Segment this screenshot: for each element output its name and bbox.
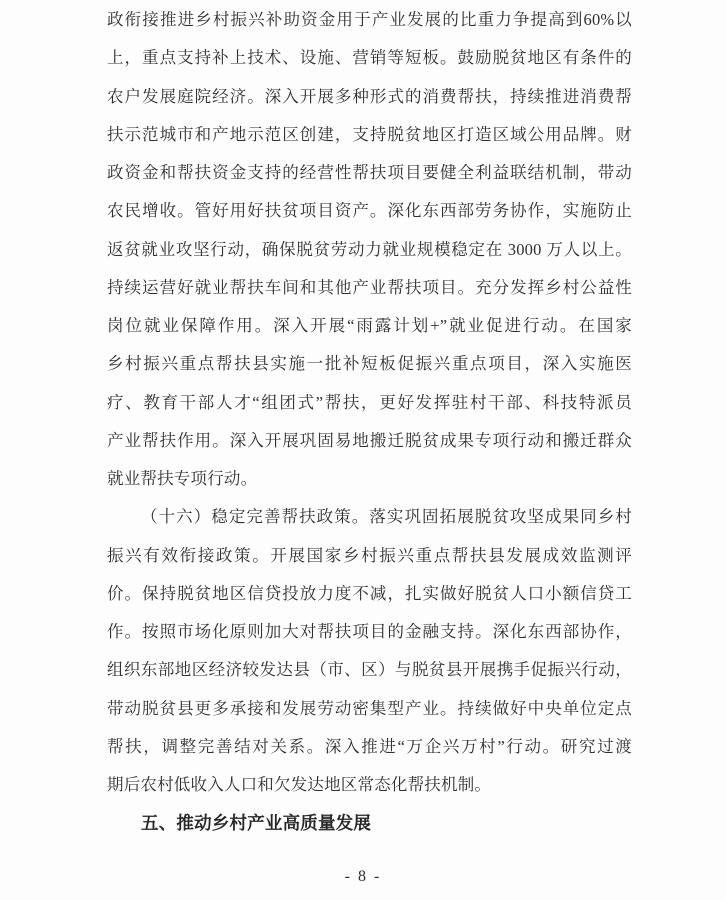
text-line: 疗、教育干部人才“组团式”帮扶，更好发挥驻村干部、科技特派员	[107, 392, 632, 412]
text-line: 乡村振兴重点帮扶县实施一批补短板促振兴重点项目，深入实施医	[107, 354, 632, 374]
text-line: 产业帮扶作用。深入开展巩固易地搬迁脱贫成果专项行动和搬迁群众	[107, 430, 632, 450]
page-number: - 8 -	[344, 868, 382, 885]
text-line: 持续运营好就业帮扶车间和其他产业帮扶项目。充分发挥乡村公益性	[107, 277, 632, 297]
text-line: 政衔接推进乡村振兴补助资金用于产业发展的比重力争提高到60%以	[107, 10, 632, 29]
text-line: 组织东部地区经济较发达县（市、区）与脱贫县开展携手促振兴行动，	[107, 660, 632, 680]
text-line: 扶示范城市和产地示范区创建，支持脱贫地区打造区域公用品牌。财	[107, 124, 632, 144]
text-line: 返贫就业攻坚行动，确保脱贫劳动力就业规模稳定在 3000 万人以上。	[107, 239, 632, 259]
text-line: 农民增收。管好用好扶贫项目资产。深化东西部劳务协作，实施防止	[107, 201, 632, 221]
section-heading: 五、推动乡村产业高质量发展	[141, 813, 372, 834]
text-line: 农户发展庭院经济。深入开展多种形式的消费帮扶，持续推进消费帮	[107, 86, 632, 106]
text-line: 振兴有效衔接政策。开展国家乡村振兴重点帮扶县发展成效监测评	[107, 545, 632, 565]
text-line: 带动脱贫县更多承接和发展劳动密集型产业。持续做好中央单位定点	[107, 698, 632, 718]
text-line: 期后农村低收入人口和欠发达地区常态化帮扶机制。	[107, 775, 492, 794]
text-line: 就业帮扶专项行动。	[107, 469, 258, 488]
text-line: 价。保持脱贫地区信贷投放力度不减，扎实做好脱贫人口小额信贷工	[107, 583, 632, 603]
text-line: 岗位就业保障作用。深入开展“雨露计划+”就业促进行动。在国家	[107, 316, 632, 335]
page-footer	[0, 868, 726, 886]
text-line: （十六）稳定完善帮扶政策。落实巩固拓展脱贫攻坚成果同乡村	[141, 507, 632, 527]
text-line: 帮扶，调整完善结对关系。深入推进“万企兴万村”行动。研究过渡	[107, 736, 632, 756]
text-line: 政资金和帮扶资金支持的经营性帮扶项目要健全利益联结机制，带动	[107, 163, 632, 182]
document-body	[107, 1, 632, 843]
text-line: 上，重点支持补上技术、设施、营销等短板。鼓励脱贫地区有条件的	[107, 48, 632, 68]
text-line: 作。按照市场化原则加大对帮扶项目的金融支持。深化东西部协作，	[107, 622, 632, 641]
